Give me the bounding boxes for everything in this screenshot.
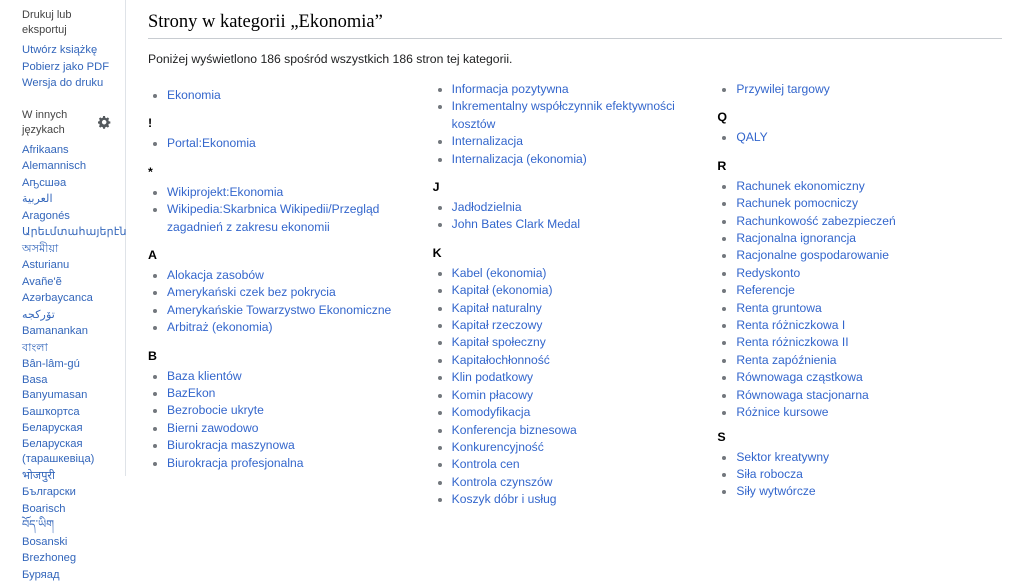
list-item	[22, 75, 115, 92]
group-letter-heading: J	[432, 180, 440, 195]
list-item	[452, 265, 706, 282]
category-entry[interactable]: Alokacja zasobów	[167, 268, 264, 283]
list-item	[22, 550, 115, 567]
list-item	[167, 135, 421, 152]
sidebar-item-create-book[interactable]: Utwórz książkę	[22, 44, 98, 56]
category-columns	[148, 81, 1002, 517]
category-entry[interactable]: Kabel (ekonomia)	[451, 265, 547, 280]
category-entry[interactable]: Rachunek pomocniczy	[736, 196, 859, 211]
languages-heading: W innych językach	[22, 108, 68, 136]
category-entry[interactable]: Wikiprojekt:Ekonomia	[167, 184, 284, 199]
language-list	[22, 142, 127, 587]
group-letter-heading: R	[717, 158, 727, 173]
language-item-ban-lam-gu[interactable]: Bân-lâm-gú	[22, 358, 80, 371]
language-item-asturianu[interactable]: Asturianu	[22, 259, 70, 272]
category-entry-list	[433, 81, 706, 168]
category-entry-list	[717, 178, 990, 422]
languages-header	[22, 108, 115, 138]
category-entry[interactable]: Klin podatkowy	[451, 370, 534, 385]
category-entry[interactable]: Portal:Ekonomia	[167, 136, 256, 151]
category-entry-list	[148, 87, 421, 104]
category-entry[interactable]: Bierni zawodowo	[167, 420, 259, 435]
category-entry[interactable]: Rachunkowość zabezpieczeń	[736, 213, 896, 228]
language-item-belarusian[interactable]: Беларуская	[22, 422, 83, 435]
category-entry[interactable]: Ekonomia	[167, 88, 221, 102]
list-item	[736, 213, 990, 230]
category-group	[148, 165, 421, 236]
language-item-boarisch[interactable]: Boarisch	[22, 502, 66, 515]
category-entry[interactable]: Racjonalna ignorancja	[736, 231, 857, 246]
language-item-bengali[interactable]: বাংলা	[22, 341, 48, 354]
language-item-bashkir[interactable]: Башҡортса	[22, 405, 80, 418]
category-group	[433, 180, 706, 234]
category-entry[interactable]: Jadłodzielnia	[451, 200, 522, 215]
language-item-azerbaycanca[interactable]: Azərbaycanca	[22, 292, 93, 305]
category-entry[interactable]: Koszyk dóbr i usług	[451, 492, 557, 507]
category-entry[interactable]: Kapitał (ekonomia)	[451, 283, 553, 298]
sidebar-item-download-pdf[interactable]: Pobierz jako PDF	[22, 60, 110, 73]
list-item	[736, 265, 990, 282]
group-letter-heading: K	[432, 245, 442, 260]
print-export-list	[22, 42, 115, 92]
group-letter-heading: S	[717, 429, 726, 444]
language-item-aragones[interactable]: Aragonés	[22, 209, 70, 222]
list-item	[22, 257, 115, 274]
list-item	[22, 340, 115, 357]
list-item	[452, 282, 706, 299]
category-entry[interactable]: Informacja pozytywna	[451, 82, 569, 96]
list-item	[736, 334, 990, 351]
category-entry[interactable]: Konferencja biznesowa	[451, 422, 577, 437]
group-letter-heading: *	[148, 164, 153, 179]
category-entry[interactable]: Redyskonto	[736, 265, 801, 280]
list-item	[22, 142, 115, 159]
category-entry-list	[717, 129, 990, 146]
category-entry-list	[148, 267, 421, 337]
list-item	[452, 352, 706, 369]
category-entry[interactable]: Renta gruntowa	[736, 300, 822, 315]
group-letter-heading: B	[148, 348, 157, 363]
list-item	[452, 81, 706, 98]
category-entry-list	[433, 199, 706, 234]
list-item	[22, 241, 115, 258]
category-entry[interactable]: Konkurencyjność	[451, 439, 544, 454]
language-item-guarani[interactable]: Avañe'ẽ	[22, 275, 62, 288]
list-item	[736, 387, 990, 404]
language-item-abkhazian[interactable]: Аҧсшәа	[22, 176, 67, 189]
list-item	[22, 517, 115, 534]
list-item	[22, 420, 115, 437]
list-item	[736, 129, 990, 146]
category-entry-list	[148, 184, 421, 236]
category-entry[interactable]: Biurokracja profesjonalna	[167, 455, 304, 470]
list-item	[452, 216, 706, 233]
list-item	[167, 437, 421, 454]
category-entry[interactable]: Kontrola cen	[451, 457, 520, 472]
list-item	[452, 456, 706, 473]
main-content	[126, 0, 1024, 507]
language-item-afrikaans[interactable]: Afrikaans	[22, 143, 69, 156]
category-column-3	[717, 81, 1002, 509]
list-item	[452, 422, 706, 439]
category-entry-list	[148, 135, 421, 152]
list-item	[22, 59, 115, 76]
list-item	[736, 230, 990, 247]
language-item-arabic[interactable]: العربية	[22, 193, 53, 206]
list-item	[22, 307, 115, 324]
category-entry[interactable]: Równowaga stacjonarna	[736, 387, 869, 402]
list-item	[22, 208, 115, 225]
list-item	[736, 352, 990, 369]
language-item-bamanankan[interactable]: Bamanankan	[22, 325, 88, 338]
category-entry[interactable]: Kontrola czynszów	[451, 474, 553, 489]
language-item-brezhoneg[interactable]: Brezhoneg	[22, 552, 77, 565]
language-item-south-azerbaijani[interactable]: تۆرکجه	[22, 308, 55, 321]
print-export-heading: Drukuj lub eksportuj	[22, 9, 72, 36]
category-entry-list	[433, 265, 706, 509]
category-entry[interactable]: Siła robocza	[736, 466, 803, 481]
list-item	[452, 300, 706, 317]
category-entry[interactable]: Sektor kreatywny	[736, 449, 830, 464]
list-item	[22, 437, 115, 468]
category-entry[interactable]: Amerykański czek bez pokrycia	[167, 285, 336, 300]
category-entry[interactable]: Amerykańskie Towarzystwo Ekonomiczne	[167, 302, 392, 317]
list-item	[167, 267, 421, 284]
list-item	[452, 334, 706, 351]
group-letter-heading: !	[148, 116, 153, 131]
language-item-bulgarian[interactable]: Български	[22, 486, 76, 499]
list-item	[736, 195, 990, 212]
category-group	[717, 430, 990, 501]
list-item	[167, 402, 421, 419]
category-entry[interactable]: Wikipedia:Skarbnica Wikipedii/Przegląd zagadnień z zakresu ekonomii	[167, 202, 380, 234]
category-entry-list	[717, 81, 990, 98]
list-item	[167, 284, 421, 301]
list-item	[22, 42, 115, 59]
category-entry[interactable]: Kapitał społeczny	[451, 335, 546, 350]
language-item-bhojpuri[interactable]: भोजपुरी	[22, 469, 55, 482]
list-item	[22, 274, 115, 291]
category-entry[interactable]: Komin płacowy	[451, 387, 534, 402]
category-entry[interactable]: QALY	[736, 130, 768, 145]
list-item	[167, 201, 421, 236]
language-item-alemannisch[interactable]: Alemannisch	[22, 160, 87, 173]
category-entry[interactable]: Internalizacja	[451, 134, 523, 149]
category-entry-list	[717, 449, 990, 501]
category-group	[148, 248, 421, 337]
category-entry[interactable]: Kapitałochłonność	[451, 352, 550, 367]
category-entry[interactable]: Renta różniczkowa I	[736, 318, 846, 333]
list-item	[22, 356, 115, 373]
language-item-belarusian-tarask[interactable]: Беларуская (тарашкевіца)	[22, 437, 95, 466]
category-entry[interactable]: Racjonalne gospodarowanie	[736, 248, 889, 263]
language-item-bosanski[interactable]: Bosanski	[22, 535, 68, 548]
list-item	[167, 319, 421, 336]
list-item	[22, 158, 115, 175]
list-item	[22, 290, 115, 307]
category-group	[717, 159, 990, 422]
category-column-1	[148, 81, 433, 480]
category-entry[interactable]: Renta zapóźnienia	[736, 352, 837, 367]
list-item	[452, 491, 706, 508]
category-group	[148, 81, 421, 104]
list-item	[452, 151, 706, 168]
category-entry[interactable]: Przywilej targowy	[736, 82, 830, 96]
category-entry-list	[148, 368, 421, 472]
list-item	[736, 247, 990, 264]
list-item	[22, 534, 115, 551]
list-item	[167, 87, 421, 104]
category-group	[148, 116, 421, 152]
language-item-assamese[interactable]: অসমীয়া	[22, 242, 59, 255]
list-item	[452, 133, 706, 150]
category-entry[interactable]: Komodyfikacja	[451, 405, 531, 420]
category-entry[interactable]: Inkrementalny współczynnik efektywności kosztów	[451, 99, 675, 131]
list-item	[736, 449, 990, 466]
sidebar-portal-languages	[0, 108, 125, 587]
category-entry[interactable]: Renta różniczkowa II	[736, 335, 849, 350]
list-item	[22, 468, 115, 485]
list-item	[167, 385, 421, 402]
list-item	[736, 317, 990, 334]
category-group	[433, 81, 706, 168]
list-item	[736, 300, 990, 317]
group-letter-heading: A	[148, 248, 157, 263]
list-item	[22, 373, 115, 404]
list-item	[736, 404, 990, 421]
list-item	[736, 178, 990, 195]
category-entry[interactable]: Arbitraż (ekonomia)	[167, 320, 273, 335]
list-item	[736, 466, 990, 483]
category-entry[interactable]: Równowaga cząstkowa	[736, 370, 863, 385]
list-item	[452, 439, 706, 456]
list-item	[452, 404, 706, 421]
list-item	[167, 302, 421, 319]
list-item	[22, 175, 115, 192]
language-item-western-armenian[interactable]: Արեւմտահայերէն	[22, 226, 127, 239]
list-item	[22, 404, 115, 421]
gear-icon[interactable]	[98, 116, 111, 129]
list-item	[736, 81, 990, 98]
list-item	[22, 224, 127, 241]
list-item	[167, 420, 421, 437]
list-item	[22, 567, 115, 584]
category-entry[interactable]: Kapitał naturalny	[451, 300, 542, 315]
list-item	[22, 191, 115, 208]
category-entry[interactable]: Baza klientów	[167, 368, 242, 383]
language-item-basa-banyumasan[interactable]: Basa Banyumasan	[22, 373, 88, 402]
category-entry[interactable]: Rachunek ekonomiczny	[736, 178, 865, 193]
category-entry[interactable]: John Bates Clark Medal	[451, 217, 581, 232]
list-item	[736, 282, 990, 299]
list-item	[167, 368, 421, 385]
category-entry[interactable]: Bezrobocie ukryte	[167, 403, 264, 418]
list-item	[452, 369, 706, 386]
category-group	[148, 349, 421, 472]
language-item-buryat[interactable]: Буряад	[22, 568, 60, 581]
category-group	[717, 110, 990, 146]
category-entry[interactable]: Kapitał rzeczowy	[451, 318, 543, 333]
list-item	[167, 455, 421, 472]
sidebar-item-printable-version[interactable]: Wersja do druku	[22, 77, 104, 90]
category-entry[interactable]: Biurokracja maszynowa	[167, 438, 295, 453]
list-item	[22, 501, 115, 518]
category-entry[interactable]: Siły wytwórcze	[736, 484, 816, 499]
list-item	[22, 484, 115, 501]
category-count-text: Poniżej wyświetlono 186 spośród wszystkich 186 stron tej kategorii.	[148, 52, 513, 66]
group-letter-heading: Q	[717, 110, 727, 125]
list-item	[22, 323, 115, 340]
category-entry[interactable]: BazEkon	[167, 386, 216, 401]
list-item	[736, 369, 990, 386]
category-group	[717, 81, 990, 98]
language-item-tibetan[interactable]: བོད་ཡིག	[22, 519, 54, 532]
list-item	[452, 98, 706, 133]
list-item	[452, 474, 706, 491]
list-item	[736, 483, 990, 500]
category-group	[433, 246, 706, 509]
list-item	[452, 199, 706, 216]
category-entry[interactable]: Referencje	[736, 283, 795, 298]
list-item	[452, 317, 706, 334]
sidebar	[0, 0, 127, 581]
category-column-2	[433, 81, 718, 517]
list-item	[452, 387, 706, 404]
category-entry[interactable]: Różnice kursowe	[736, 405, 829, 420]
page-title: Strony w kategorii „Ekonomia”	[148, 10, 1002, 39]
sidebar-portal-print-export	[0, 8, 125, 92]
list-item	[167, 184, 421, 201]
category-entry[interactable]: Internalizacja (ekonomia)	[451, 151, 587, 166]
